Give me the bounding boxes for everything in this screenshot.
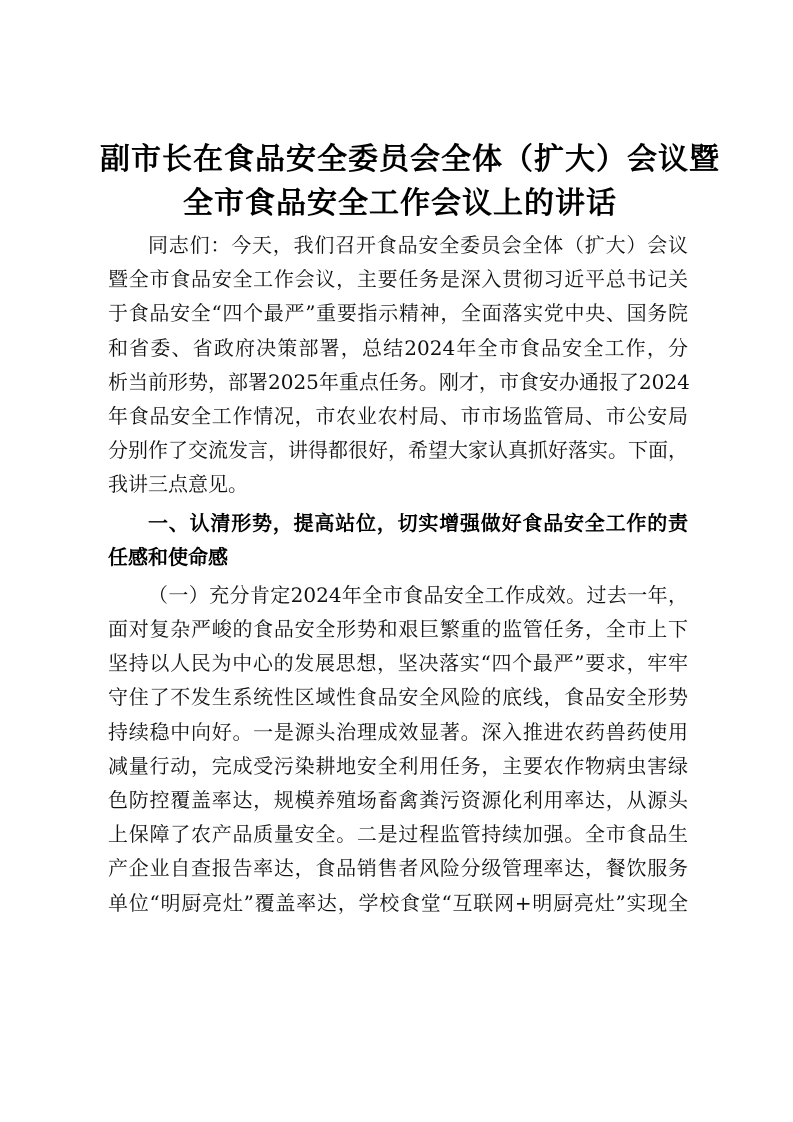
text-line: 于食品安全“四个最严”重要指示精神，全面落实党中央、国务院: [108, 301, 688, 326]
title-line-2: 全市食品安全工作会议上的讲话: [183, 186, 617, 221]
text-line: 我讲三点意见。: [108, 472, 248, 497]
title-line-1: 副市长在食品安全委员会全体（扩大）会议暨: [100, 142, 720, 177]
document-title: [100, 138, 720, 226]
heading-line: 一、认清形势，提高站位，切实增强做好食品安全工作的责: [148, 510, 688, 535]
text-line: （一）充分肯定2024年全市食品安全工作成效。过去一年，: [148, 582, 688, 607]
section-1-paragraph: [108, 578, 688, 920]
text-line: 持续稳中向好。一是源头治理成效显著。深入推进农药兽药使用: [108, 719, 688, 744]
text-line: 坚持以人民为中心的发展思想，坚决落实“四个最严”要求，牢牢: [108, 651, 688, 676]
text-line: 年食品安全工作情况，市农业农村局、市市场监管局、市公安局: [108, 403, 688, 428]
text-line: 减量行动，完成受污染耕地安全利用任务，主要农作物病虫害绿: [108, 753, 688, 778]
text-line: 单位“明厨亮灶”覆盖率达，学校食堂“互联网+明厨亮灶”实现全: [108, 890, 688, 915]
document-body: [108, 228, 688, 920]
text-line: 暨全市食品安全工作会议，主要任务是深入贯彻习近平总书记关: [108, 267, 688, 292]
text-line: 上保障了农产品质量安全。二是过程监管持续加强。全市食品生: [108, 822, 688, 847]
intro-paragraph: [108, 228, 688, 502]
text-line: 产企业自查报告率达，食品销售者风险分级管理率达，餐饮服务: [108, 856, 688, 881]
text-line: 和省委、省政府决策部署，总结2024年全市食品安全工作，分: [108, 335, 688, 360]
text-line: 色防控覆盖率达，规模养殖场畜禽粪污资源化利用率达，从源头: [108, 788, 688, 812]
heading-line: 任感和使命感: [108, 544, 228, 569]
text-line: 守住了不发生系统性区域性食品安全风险的底线，食品安全形势: [108, 685, 688, 710]
text-line: 分别作了交流发言，讲得都很好，希望大家认真抓好落实。下面，: [108, 438, 688, 463]
section-heading-1: [108, 506, 688, 574]
text-line: 同志们：今天，我们召开食品安全委员会全体（扩大）会议: [148, 233, 688, 257]
text-line: 析当前形势，部署2025年重点任务。刚才，市食安办通报了2024: [108, 369, 690, 394]
text-line: 面对复杂严峻的食品安全形势和艰巨繁重的监管任务，全市上下: [108, 617, 688, 642]
